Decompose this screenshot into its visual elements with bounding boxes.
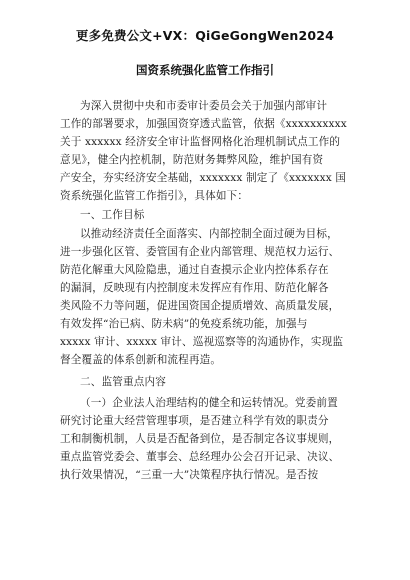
- paragraph-line: 资系统强化监管工作指引》，具体如下：: [60, 190, 249, 202]
- paragraph-line: 类风险不力等问题，促进国资国企提质增效、高质量发展，: [60, 300, 340, 312]
- paragraph-line: xxxxx 审计、xxxxx 审计、巡视巡察等的沟通协作，实现监: [60, 336, 344, 348]
- section-heading: 二、监管重点内容: [80, 376, 166, 388]
- paragraph-line: 的漏洞，反映现有内控制度未发挥应有作用、防范化解各: [60, 282, 329, 294]
- paragraph-line: 工和制衡机制，人员是否配备到位，是否制定各议事规则，: [60, 433, 340, 445]
- paragraph-line: 执行效果情况，“三重一大”决策程序执行情况。是否按: [60, 469, 319, 481]
- paragraph-line: 重点监管党委会、董事会、总经理办公会召开记录、决议、: [60, 451, 340, 463]
- paragraph-line: 以推动经济责任全面落实、内部控制全面过硬为目标，: [80, 228, 338, 240]
- paragraph-line: 督全覆盖的体系创新和流程再造。: [60, 354, 222, 366]
- paragraph-line: 产安全，夯实经济安全基础，xxxxxxx 制定了《xxxxxxx 国: [60, 172, 347, 184]
- paragraph-line: 有效发挥“治已病、防未病”的免疫系统功能，加强与: [60, 318, 308, 330]
- document-title: 国资系统强化监管工作指引: [136, 63, 274, 77]
- paragraph-line: （一）企业法人治理结构的健全和运转情况。党委前置: [80, 397, 338, 409]
- paragraph-line: 工作的部署要求，加强国资穿透式监管，依据《xxxxxxxxxx: [60, 118, 347, 130]
- paragraph-line: 意见》，健全内控机制，防范财务舞弊风险，维护国有资: [60, 154, 324, 166]
- promo-banner: 更多免费公文+VX：QiGeGongWen2024: [75, 28, 335, 43]
- paragraph-line: 研究讨论重大经营管理事项，是否建立科学有效的职责分: [60, 415, 329, 427]
- section-heading: 一、工作目标: [80, 209, 145, 221]
- paragraph-line: 为深入贯彻中央和市委审计委员会关于加强内部审计: [80, 100, 328, 112]
- paragraph-line: 关于 xxxxxx 经济安全审计监督网格化治理机制试点工作的: [60, 136, 341, 148]
- paragraph-line: 防范化解重大风险隐患，通过自查摸示企业内控体系存在: [60, 264, 329, 276]
- paragraph-line: 进一步强化区管、委管国有企业内部管理、规范权力运行、: [60, 246, 340, 258]
